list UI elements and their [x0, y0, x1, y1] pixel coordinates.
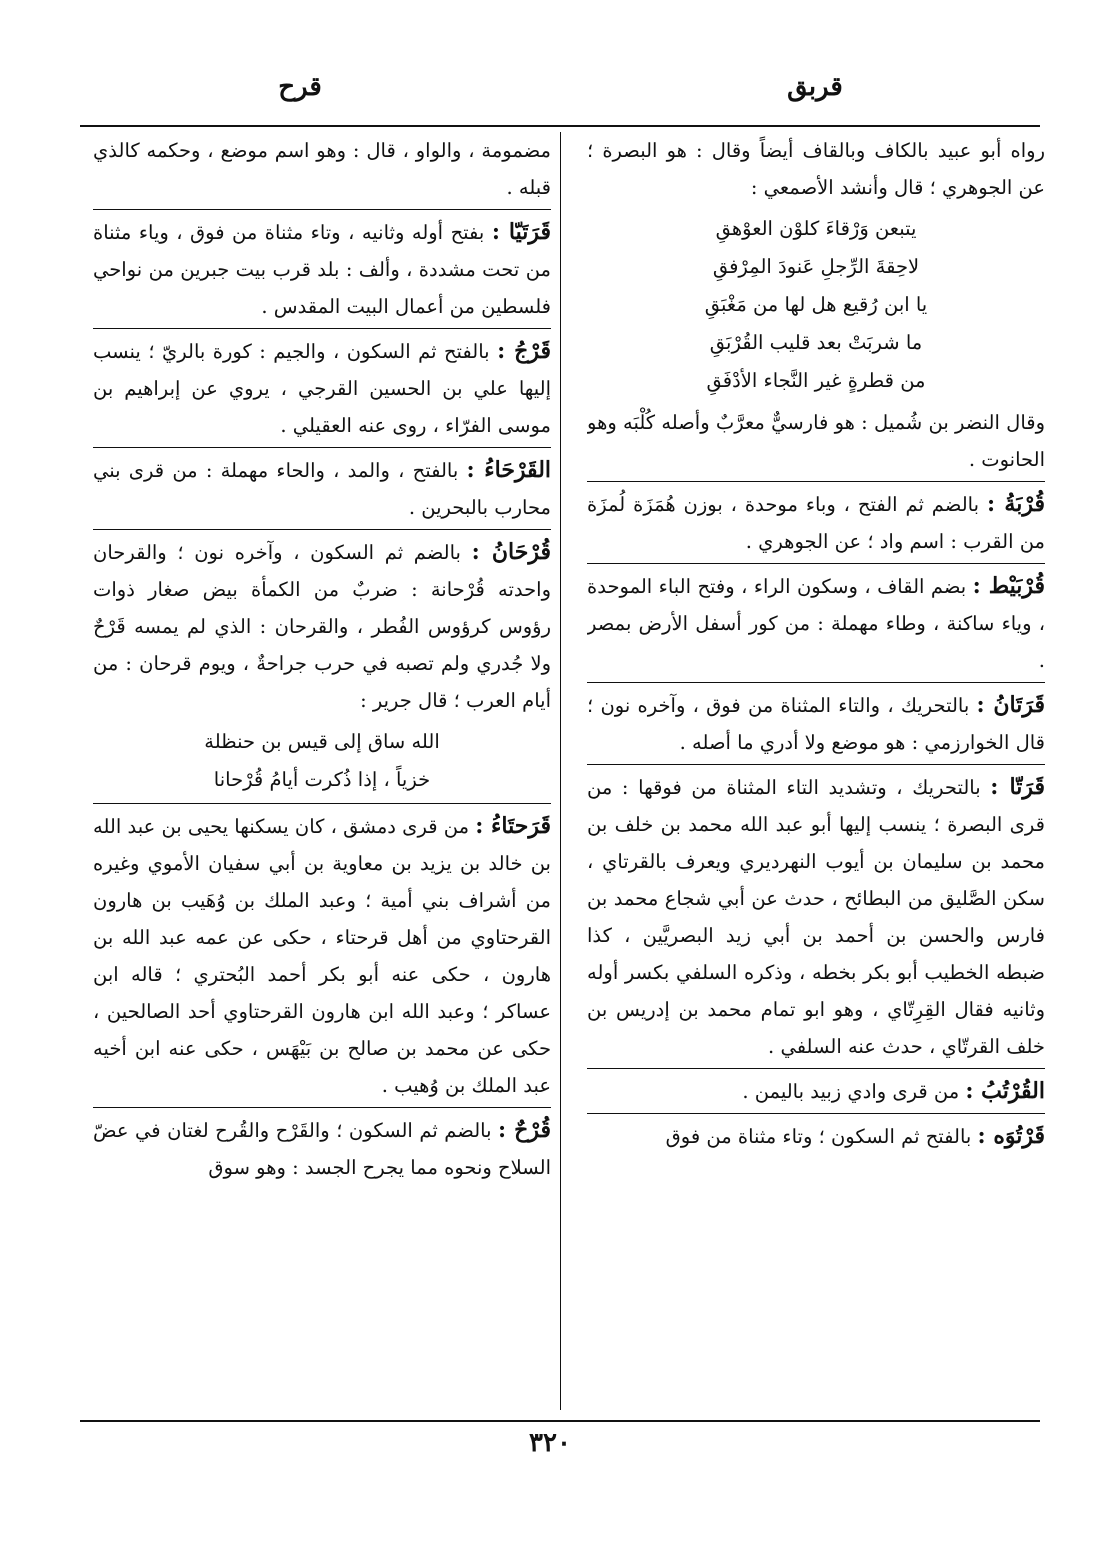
running-header-left: قرح [278, 72, 322, 102]
entry-qurh [93, 1107, 551, 1186]
right-after-verses: وقال النضر بن شُميل : هو فارسيٌّ معرَّبٌ وأصله كُلْبَه وهو الحانوت . [587, 411, 1045, 471]
entry-qaratta [587, 764, 1045, 1065]
headword: قَرَحتَاءُ : [475, 813, 551, 839]
entry-qurhan [93, 529, 551, 719]
entry-qaratayya [93, 209, 551, 325]
verse-line: من قطرةٍ غير النَّجاء الأدْفَقِ [706, 369, 926, 392]
entry-alqarha [93, 447, 551, 526]
left-column [93, 132, 551, 1417]
entry-alqurtub [587, 1068, 1045, 1110]
entry-qartuwah [587, 1113, 1045, 1155]
headword: قُرْبَيْط : [972, 573, 1045, 599]
verse-line: خزياً ، إذا ذُكرت أيامُ قُرْحانا [213, 768, 431, 791]
left-intro: مضمومة ، والواو ، قال : وهو اسم موضع ، وحكمه كالذي قبله . [93, 139, 551, 199]
headword: قَرْتُوَه : [977, 1123, 1045, 1149]
entry-text: بالتحريك ، والتاء المثناة من فوق ، وآخره نون ؛ قال الخوارزمي : هو موضع ولا أدري ما أصله . [587, 694, 1045, 754]
headword: قَرَتَيّا : [491, 219, 551, 245]
right-column [587, 132, 1045, 1417]
verse-line: يتبعن وَرْقاءَ كلوْن العوْهقِ [715, 217, 917, 240]
right-intro: رواه أبو عبيد بالكاف وبالقاف أيضاً وقال : هو البصرة ؛ عن الجوهري ؛ قال وأنشد الأصمعي : [587, 139, 1045, 199]
verse-line: يا ابن رُقيع هل لها من مَغْبَقِ [704, 293, 928, 316]
running-header-right: قربق [787, 72, 843, 102]
headword: قُرْحَانُ : [471, 539, 551, 565]
entry-qurbayt [587, 563, 1045, 679]
entry-text: بالفتح ثم السكون ؛ وتاء مثناة من فوق [665, 1125, 972, 1148]
footer-rule [80, 1420, 1040, 1422]
entry-text: بالفتح ثم السكون ، والجيم : كورة بالريّ ؛ ينسب إليها علي بن الحسين القرجي ، يروي عن إبراهيم بن موسى الفرّاء ، روى عنه العقيلي . [93, 340, 551, 437]
headword: القَرْحَاءُ : [466, 457, 551, 483]
column-divider [560, 132, 561, 1410]
entry-text: من قرى دمشق ، كان يسكنها يحيى بن عبد الله بن خالد بن يزيد بن معاوية بن أبي سفيان الأموي وغيره من أشراف بني أمية ؛ وعبد الملك بن وُهَيب بن هارون القرحتاوي من أهل قرحتاء ، حكى عن عمه عبد الله بن هارون ، حكى عنه أبو بكر أحمد البُحتري ؛ قاله ابن عساكر ؛ وعبد الله ابن هارون القرحتاوي أحد الصالحين ، حكى عن محمد بن صالح بن بَيْهَس ، حكى عنه ابن أخيه عبد الملك بن وُهيب . [93, 815, 551, 1097]
entry-text: بالتحريك ، وتشديد التاء المثناة من فوقها : من قرى البصرة ؛ ينسب إليها أبو عبد الله محمد بن خلف بن محمد بن سليمان بن أيوب النهرديري ويعرف بالقرتاي ، سكن الصَّليق من البطائح ، حدث عن أبي شجاع محمد بن فارس والحسن بن أحمد بن أبي زيد البصريَّين ، كذا ضبطه الخطيب أبو بكر بخطه ، وذكره السلفي بكسر أوله وثانيه فقال القِرِتّاي ، وهو ابو تمام محمد بن إدريس بن خلف القرتّاي ، حدث عنه السلفي . [587, 776, 1045, 1058]
headword: قَرَتّا : [990, 774, 1045, 800]
entry-qaratan [587, 682, 1045, 761]
headword: قُرْحٌ : [498, 1117, 551, 1143]
entry-text: بالضم ثم السكون ، وآخره نون ؛ والقرحان واحدته قُرْحانة : ضربٌ من الكمأة بيض صغار ذوات رؤوس كرؤوس الفُطر ، والقرحان : الذي لم يمسه قَرْحٌ ولا جُدري ولم تصبه في حرب جراحةٌ ، ويوم قرحان : من أيام العرب ؛ قال جرير : [93, 541, 551, 712]
entry-qarj [93, 328, 551, 444]
entry-text: بفتح أوله وثانيه ، وتاء مثناة من فوق ، وياء مثناة من تحت مشددة ، وألف : بلد قرب بيت جبرين من نواحي فلسطين من أعمال البيت المقدس . [93, 221, 551, 318]
page-number: ٣٢٠ [529, 1428, 571, 1458]
entry-text: من قرى وادي زبيد باليمن . [742, 1080, 960, 1103]
entry-text: بالفتح ، والمد ، والحاء مهملة : من قرى بني محارب بالبحرين . [93, 459, 551, 519]
headword: قَرَتَانُ : [976, 692, 1045, 718]
poem-verses-qurbaq [587, 210, 1045, 400]
headword: قَرْجُ : [497, 338, 551, 364]
headword: القُرْتُبُ : [965, 1078, 1045, 1104]
entry-text: بالضم ثم الفتح ، وباء موحدة ، بوزن هُمَزَة لُمزَة من القرب : اسم واد ؛ عن الجوهري . [587, 493, 1045, 553]
entry-qurba [587, 481, 1045, 560]
verse-line: الله ساق إلى قيس بن حنظلة [204, 730, 440, 753]
verse-line: ما شربَتْ بعد قليب القُرْبَقِ [709, 331, 923, 354]
entry-text: بضم القاف ، وسكون الراء ، وفتح الباء الموحدة ، وياء ساكنة ، وطاء مهملة : من كور أسفل الأرض بمصر . [587, 575, 1045, 672]
verse-line: لاحِقةَ الرِّجلِ عَنودَ المِرْفقِ [712, 255, 920, 278]
header-rule [80, 125, 1040, 127]
entry-qarahta [93, 803, 551, 1104]
headword: قُرْبَةُ : [986, 491, 1045, 517]
entry-text: بالضم ثم السكون ؛ والقَرْح والقُرح لغتان في عضّ السلاح ونحوه مما يجرح الجسد : وهو سوق [93, 1119, 551, 1179]
poem-verses-jarir [93, 723, 551, 799]
